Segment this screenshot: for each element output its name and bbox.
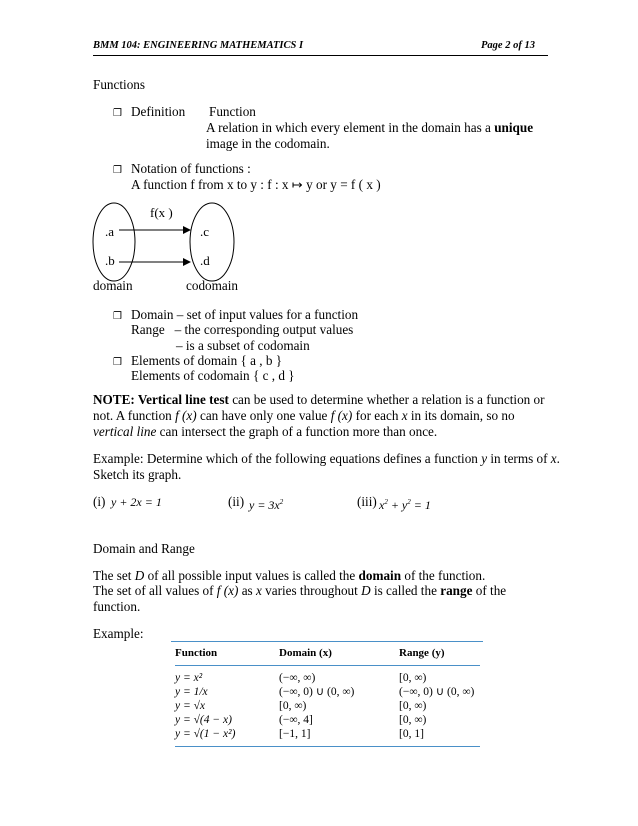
cell-range: [0, ∞): [399, 700, 427, 712]
table-row: [175, 685, 480, 699]
equation-1-label: (i): [93, 494, 106, 509]
codomain-set-ellipse: [190, 203, 234, 281]
cell-domain: [−1, 1]: [279, 728, 311, 740]
function-mapping-diagram: [0, 0, 638, 300]
domain-range-title: Domain and Range: [93, 541, 195, 556]
equation-3: $x^2 + y^2 = 1$: [379, 498, 431, 512]
domain-point-a: .a: [105, 224, 115, 239]
table-row: [175, 666, 480, 686]
equation-2-label: (ii): [228, 494, 245, 509]
table-header-row: [175, 642, 480, 666]
checkbox-bullet-icon: ❒: [113, 108, 122, 119]
note-line3: vertical line can intersect the graph of a function more than once.: [93, 424, 438, 439]
cell-function: y = √(1 − x²): [175, 728, 236, 740]
cell-function: y = 1/x: [175, 686, 208, 698]
codomain-point-c: .c: [200, 224, 210, 239]
cell-range: [0, ∞): [399, 714, 427, 726]
column-header-domain: Domain (x): [279, 647, 332, 659]
column-header-function: Function: [175, 647, 218, 659]
section-title-functions: Functions: [93, 77, 146, 92]
equation-1: y + 2x = 1: [111, 495, 162, 509]
codomain-point-d: .d: [200, 253, 210, 268]
arrow-label: f(x ): [150, 205, 173, 220]
cell-domain: [0, ∞): [279, 700, 307, 712]
example1-line1: Example: Determine which of the following equations defines a function y in terms of x.: [93, 451, 560, 466]
definition-term: Function: [209, 104, 256, 119]
notation-title: Notation of functions :: [131, 161, 251, 176]
note-line1: NOTE: Vertical line test can be used to determine whether a relation is a function or: [93, 392, 545, 407]
header-page-number: Page 2 of 13: [481, 40, 535, 51]
domain-definition: Domain – set of input values for a function: [131, 307, 359, 322]
checkbox-bullet-icon: ❒: [113, 165, 122, 176]
column-header-range: Range (y): [399, 647, 445, 659]
example2-label: Example:: [93, 626, 144, 641]
header-course: BMM 104: ENGINEERING MATHEMATICS I: [93, 40, 304, 51]
equation-3-label: (iii): [357, 494, 377, 509]
elements-of-codomain: Elements of codomain { c , d }: [131, 368, 295, 383]
checkbox-bullet-icon: ❒: [113, 311, 122, 322]
cell-function: y = √x: [175, 700, 206, 712]
codomain-label: codomain: [186, 278, 239, 293]
equation-2: $y = 3x^2$: [249, 498, 284, 512]
cell-domain: (−∞, 4]: [279, 714, 313, 726]
definition-text-line2: image in the codomain.: [206, 136, 330, 151]
cell-range: [0, ∞): [399, 672, 427, 684]
note-line2: not. A function f (x) can have only one value f (x) for each x in its domain, so no: [93, 408, 515, 423]
range-definition: Range – the corresponding output values: [131, 322, 354, 337]
example1-line2: Sketch its graph.: [93, 467, 182, 482]
definition-text-line1: A relation in which every element in the domain has a unique: [206, 120, 534, 135]
checkbox-bullet-icon: ❒: [113, 357, 122, 368]
domain-range-table: [175, 642, 480, 747]
cell-domain: (−∞, ∞): [279, 672, 316, 684]
table-row: [175, 713, 480, 727]
cell-function: y = √(4 − x): [175, 714, 232, 726]
cell-range: (−∞, 0) ∪ (0, ∞): [399, 686, 475, 698]
domain-range-p2-line2: function.: [93, 599, 141, 614]
cell-function: y = x²: [175, 672, 203, 684]
domain-range-p1: The set D of all possible input values is called the domain of the function.: [93, 568, 486, 583]
domain-range-p2: The set of all values of f (x) as x varies throughout D is called the range of the: [93, 583, 507, 598]
table-row: [175, 699, 480, 713]
elements-of-domain: Elements of domain { a , b }: [131, 353, 283, 368]
domain-label: domain: [93, 278, 133, 293]
notation-text: A function f from x to y : f : x ↦ y or y = f ( x ): [131, 177, 381, 192]
definition-label: Definition: [131, 104, 186, 119]
cell-range: [0, 1]: [399, 728, 424, 740]
table-row: [175, 727, 480, 747]
cell-domain: (−∞, 0) ∪ (0, ∞): [279, 686, 355, 698]
domain-set-ellipse: [93, 203, 135, 281]
domain-point-b: .b: [105, 253, 115, 268]
range-subset-note: – is a subset of codomain: [176, 338, 310, 353]
